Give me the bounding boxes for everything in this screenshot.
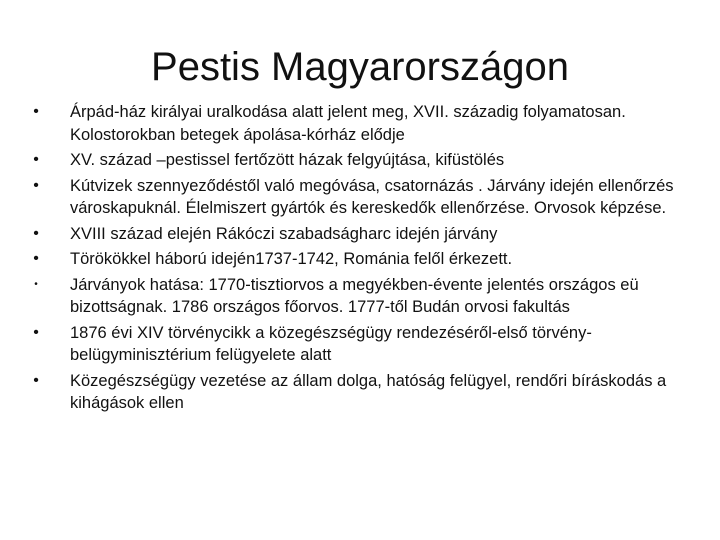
bullet-text: Törökökkel háború idején1737-1742, Románia felől érkezett.	[70, 250, 513, 268]
bullet-item	[24, 322, 694, 367]
bullet-dot-icon: •	[33, 323, 39, 341]
bullet-item	[24, 248, 694, 271]
bullet-item	[24, 149, 694, 172]
bullet-text: XVIII század elején Rákóczi szabadságharc idején járvány	[70, 224, 498, 243]
bullet-item	[24, 274, 694, 319]
bullet-item	[24, 175, 694, 220]
bullet-text: Árpád-ház királyai uralkodása alatt jelent meg, XVII. századig folyamatosan. Kolostorokban betegek ápolása-kórház elődje	[70, 103, 626, 144]
bullet-dot-icon: •	[33, 250, 39, 267]
bullet-dot-icon: •	[33, 224, 39, 242]
bullet-list	[24, 101, 694, 418]
bullet-item	[24, 101, 694, 146]
bullet-text: 1876 évi XIV törvénycikk a közegészségügy rendezéséről-első törvény- belügyminisztérium felügyelete alatt	[70, 323, 592, 364]
bullet-dot-icon: •	[33, 371, 39, 389]
bullet-text: XV. század –pestissel fertőzött házak felgyújtása, kifüstölés	[70, 151, 505, 169]
slide-title: Pestis Magyarországon	[151, 45, 569, 89]
bullet-text: Járványok hatása: 1770-tisztiorvos a megyékben-évente jelentés országos eü bizottságnak. 1786 országos főorvos. 1777-től Budán orvosi fakultás	[70, 275, 639, 316]
bullet-text: Kútvizek szennyeződéstől való megóvása, csatornázás . Járvány idején ellenőrzés városkapuknál. Élelmiszert gyártók és kereskedők ellenőrzése. Orvosok képzése.	[70, 176, 674, 217]
bullet-dot-icon: •	[33, 151, 39, 168]
bullet-text: Közegészségügy vezetése az állam dolga, hatóság felügyel, rendőri bíráskodás a kihágások ellen	[70, 371, 667, 412]
bullet-item	[24, 370, 694, 415]
bullet-item	[24, 223, 694, 246]
bullet-dot-icon: •	[33, 176, 39, 194]
bullet-dot-icon: •	[33, 103, 39, 120]
bullet-dot-icon: •	[34, 278, 38, 290]
